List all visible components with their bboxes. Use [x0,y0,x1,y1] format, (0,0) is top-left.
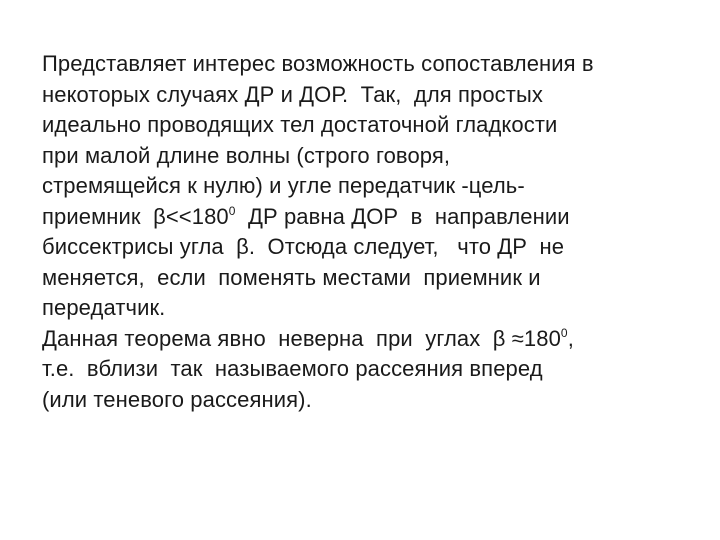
degree-superscript: 0 [560,325,568,340]
text-line-with-superscript [42,202,702,233]
text-line: Представляет интерес возможность сопоставления в [42,51,594,76]
text-line: стремящейся к нулю) и угле передатчик -цель- [42,173,525,198]
text-line: биссектрисы угла β. Отсюда следует, что ДР не [42,234,565,259]
text-line: идеально проводящих тел достаточной гладкости [42,112,558,137]
text-line-with-superscript [42,324,702,355]
text-line: т.е. вблизи так называемого рассеяния вперед [42,356,543,381]
text-segment: ДР равна ДОР в направлении [235,203,570,229]
text-line: передатчик. [42,295,166,320]
text-segment: приемник β<<180 [42,203,229,229]
text-line: меняется, если поменять местами приемник и [42,264,541,290]
text-segment: , [567,325,574,351]
text-segment: Данная теорема явно неверна при углах β ≈180 [42,325,561,351]
body-text [42,49,702,415]
text-line: некоторых случаях ДР и ДОР. Так, для простых [42,81,543,107]
text-line: (или теневого рассеяния). [42,386,312,412]
text-line: при малой длине волны (строго говоря, [42,142,451,168]
degree-superscript: 0 [228,203,236,218]
